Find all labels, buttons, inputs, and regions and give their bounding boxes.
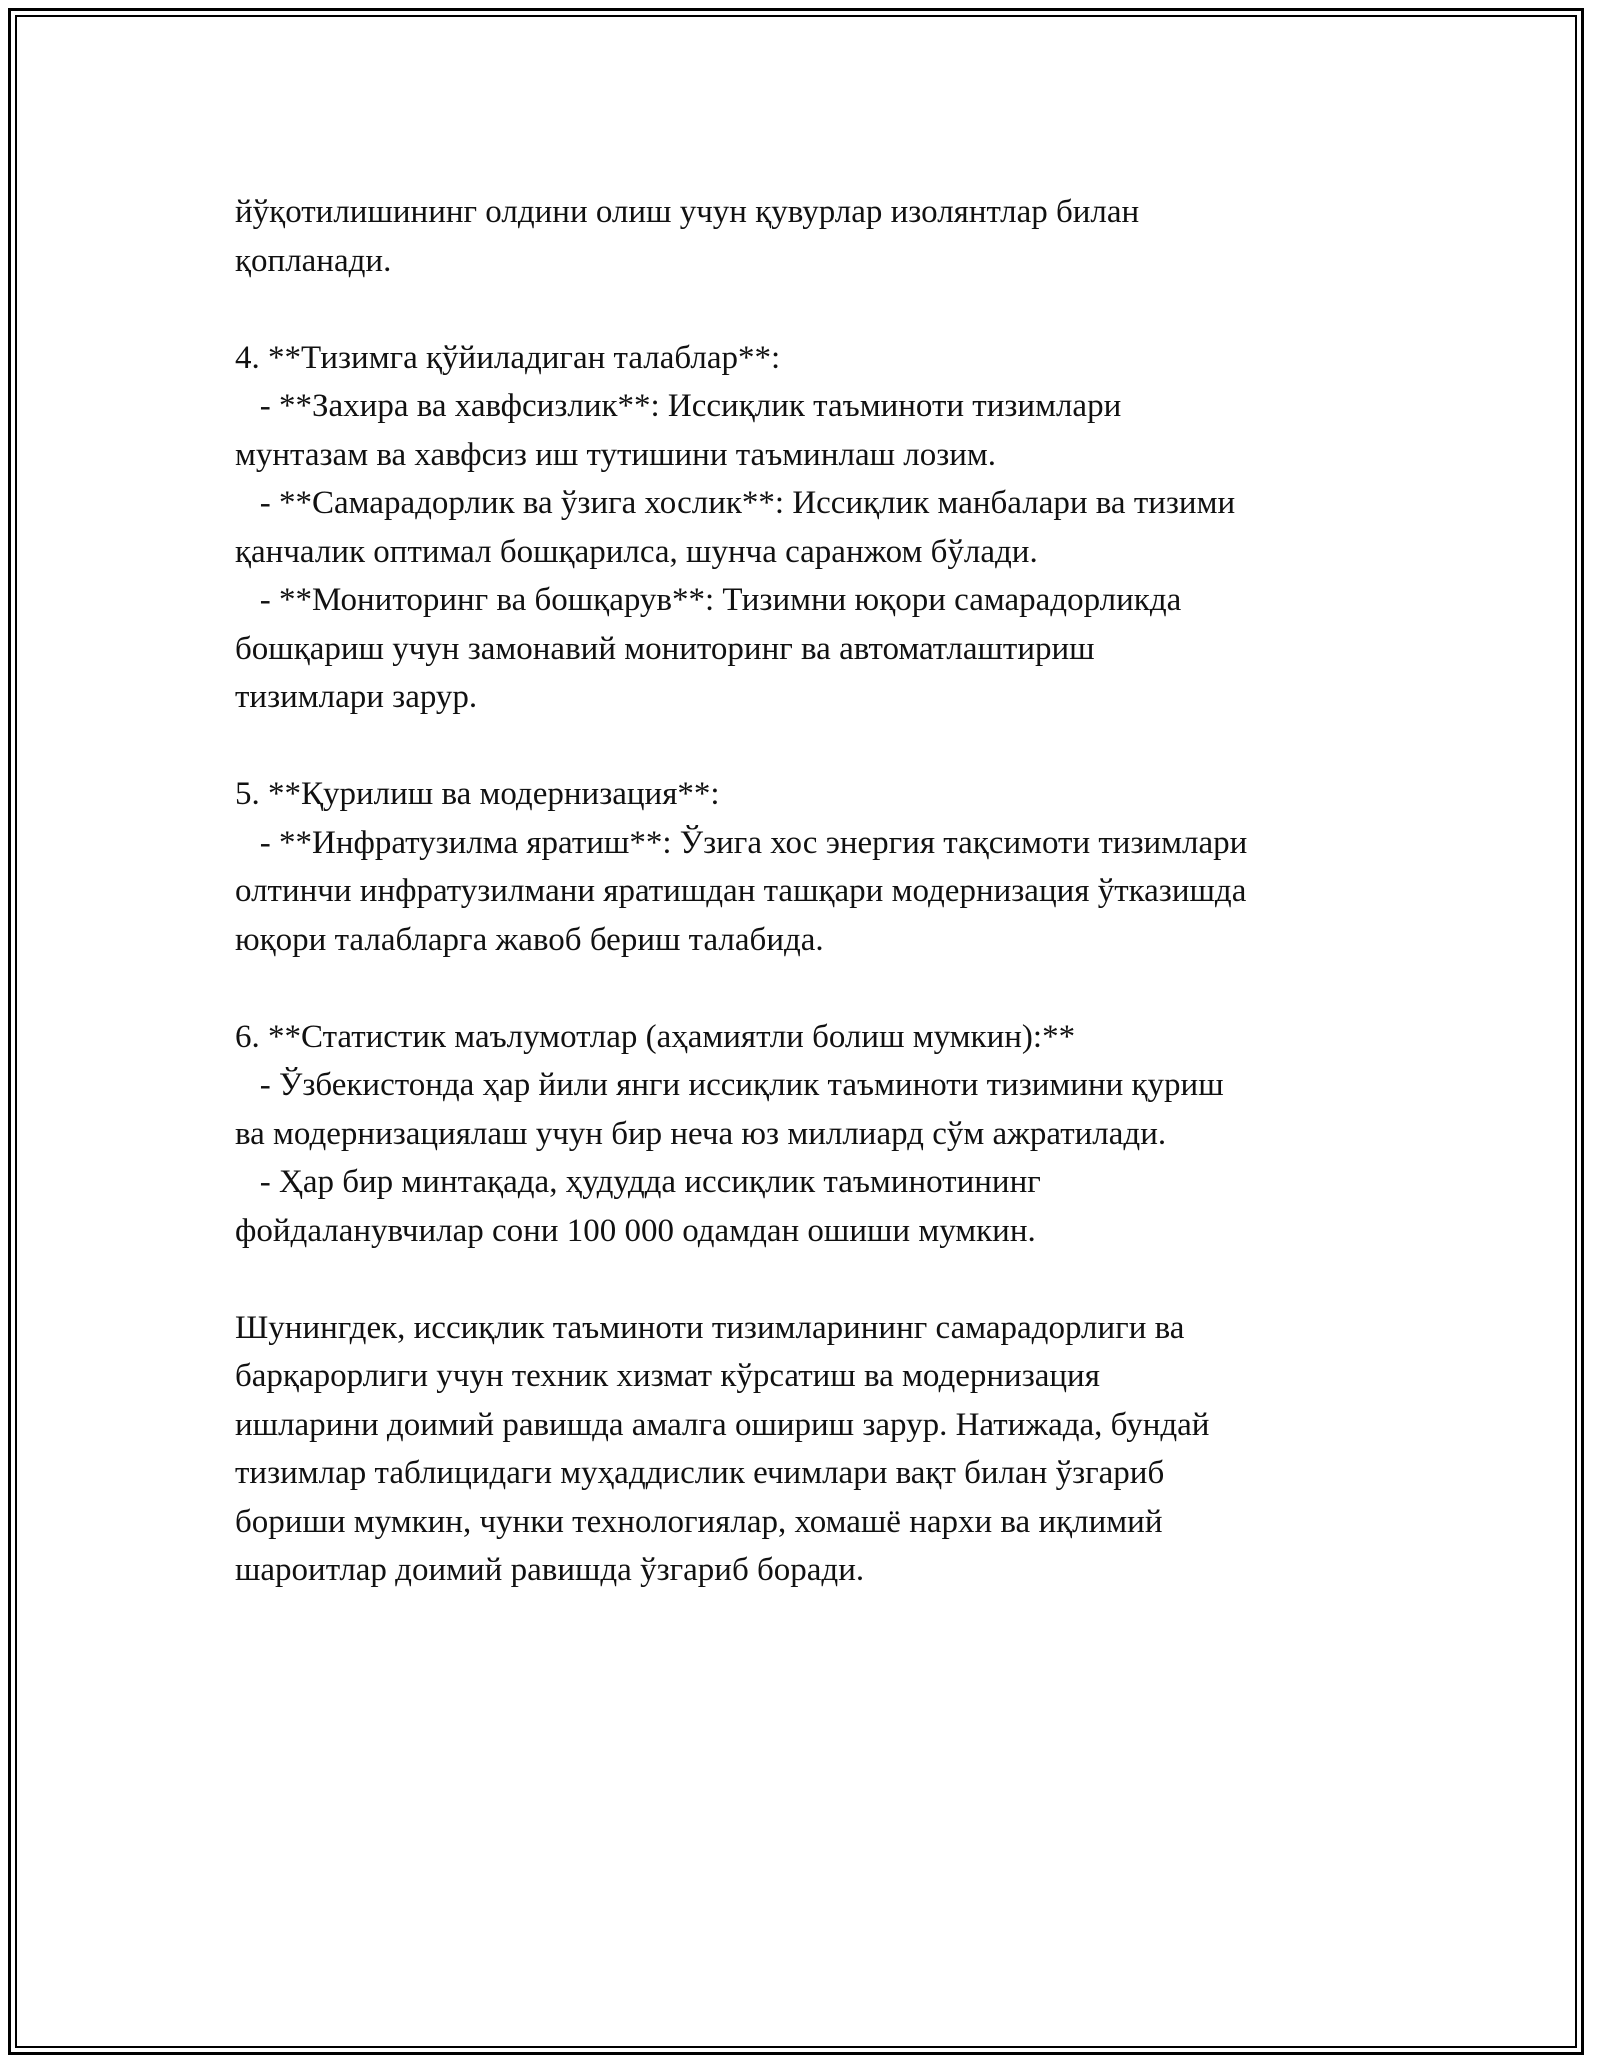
text-line: барқарорлиги учун техник хизмат кўрсатиш ва модернизация bbox=[235, 1358, 1100, 1394]
text-line: бошқариш учун замонавий мониторинг ва автоматлаштириш bbox=[235, 630, 1095, 667]
section-4-requirements bbox=[235, 334, 1415, 722]
text-line: қанчалик оптимал бошқарилса, шунча саранжом бўлади. bbox=[235, 533, 1038, 570]
list-item: - **Самарадорлик ва ўзига хослик**: Иссиқлик манбалари ва тизими bbox=[235, 485, 1236, 521]
text-line: қопланади. bbox=[235, 242, 392, 279]
section-heading: 4. **Тизимга қўйиладиган талаблар**: bbox=[235, 339, 781, 376]
list-item: - Ўзбекистонда ҳар йили янги иссиқлик таъминоти тизимини қуриш bbox=[235, 1067, 1224, 1103]
text-line: тизимлари зарур. bbox=[235, 679, 478, 715]
text-line: тизимлар таблицидаги муҳаддислик ечимлари вақт билан ўзгариб bbox=[235, 1455, 1165, 1491]
text-line: ва модернизациялаш учун бир неча юз миллиард сўм ажратилади. bbox=[235, 1115, 1167, 1152]
text-line: олтинчи инфратузилмани яратишдан ташқари модернизация ўтказишда bbox=[235, 873, 1247, 909]
text-line: ишларини доимий равишда амалга ошириш зарур. Натижада, бундай bbox=[235, 1406, 1210, 1443]
intro-paragraph bbox=[235, 188, 1415, 285]
paragraph-gap bbox=[235, 964, 1415, 1013]
paragraph-gap bbox=[235, 722, 1415, 771]
text-line: бориши мумкин, чунки технологиялар, хомашё нархи ва иқлимий bbox=[235, 1503, 1163, 1540]
text-line: Шунингдек, иссиқлик таъминоти тизимларининг самарадорлиги ва bbox=[235, 1309, 1185, 1346]
text-line: фойдаланувчилар сони 100 000 одамдан ошиши мумкин. bbox=[235, 1212, 1036, 1249]
list-item: - **Инфратузилма яратиш**: Ўзига хос энергия тақсимоти тизимлари bbox=[235, 824, 1248, 861]
text-line: мунтазам ва хавфсиз иш тутишини таъминлаш лозим. bbox=[235, 436, 997, 473]
list-item: - **Мониторинг ва бошқарув**: Тизимни юқори самарадорликда bbox=[235, 582, 1182, 618]
conclusion-paragraph bbox=[235, 1304, 1415, 1595]
section-heading: 6. **Статистик маълумотлар (аҳамиятли болиш мумкин):** bbox=[235, 1018, 1076, 1055]
section-6-statistics bbox=[235, 1013, 1415, 1256]
paragraph-gap bbox=[235, 285, 1415, 334]
section-5-construction bbox=[235, 770, 1415, 964]
list-item: - **Захира ва хавфсизлик**: Иссиқлик таъминоти тизимлари bbox=[235, 388, 1122, 424]
section-heading: 5. **Қурилиш ва модернизация**: bbox=[235, 776, 720, 812]
text-line: йўқотилишининг олдини олиш учун қувурлар изолянтлар билан bbox=[235, 194, 1140, 230]
document-body bbox=[235, 188, 1415, 1595]
text-line: юқори талабларга жавоб бериш талабида. bbox=[235, 921, 824, 958]
text-line: шароитлар доимий равишда ўзгариб боради. bbox=[235, 1552, 865, 1588]
list-item: - Ҳар бир минтақада, ҳудудда иссиқлик таъминотининг bbox=[235, 1164, 1041, 1200]
paragraph-gap bbox=[235, 1255, 1415, 1304]
